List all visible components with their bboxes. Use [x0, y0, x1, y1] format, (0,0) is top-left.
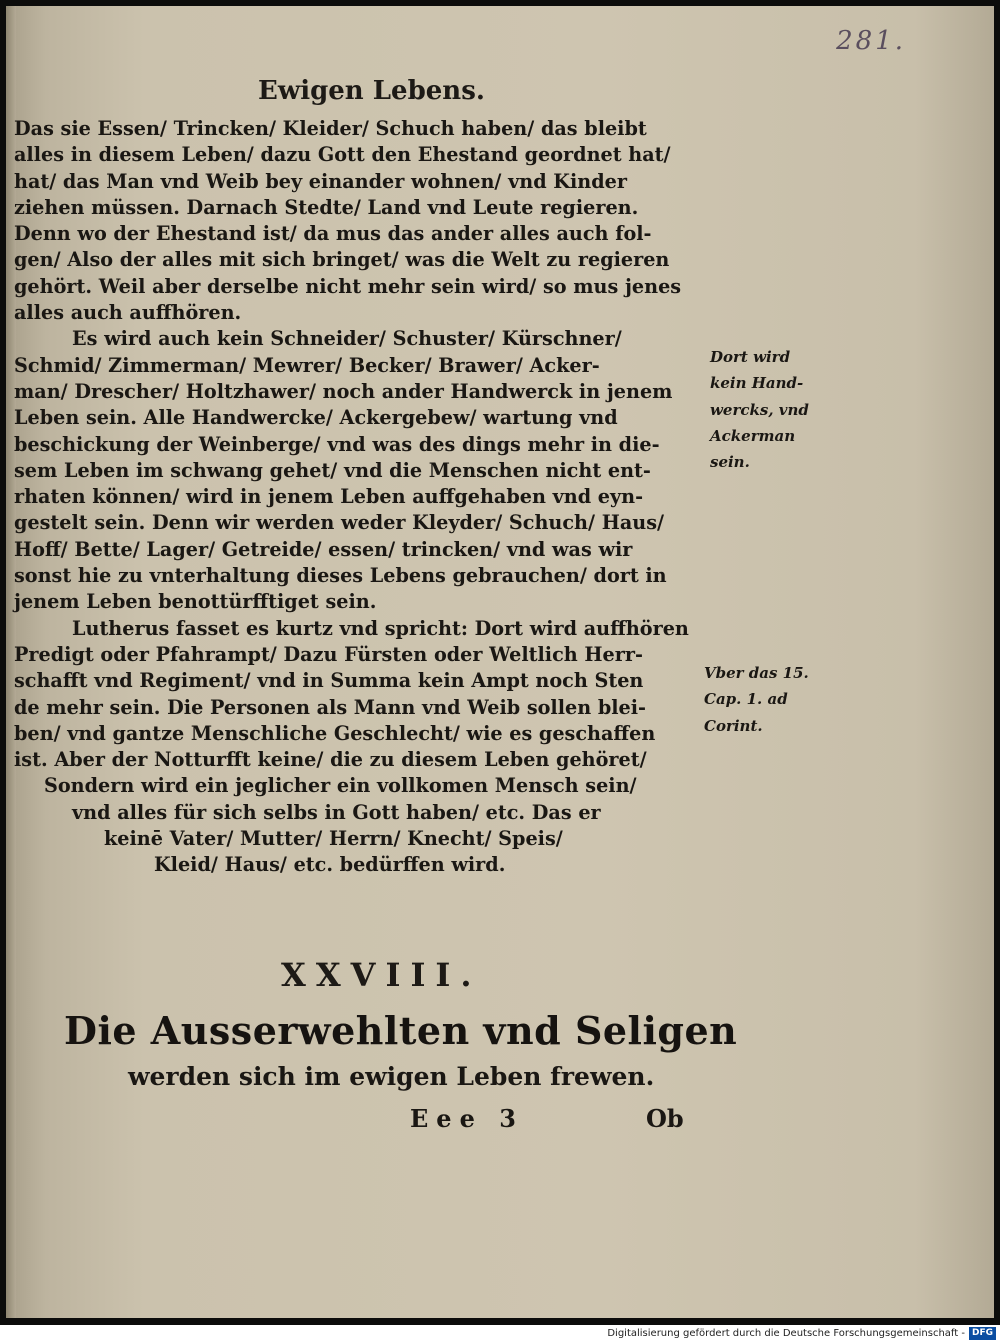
text-line: Es wird auch kein Schneider/ Schuster/ Kürschner/ — [72, 327, 622, 351]
text-line: sem Leben im schwang gehet/ vnd die Menschen nicht ent- — [14, 458, 651, 482]
text-line: Sondern wird ein jeglicher ein vollkomen Mensch sein/ — [44, 774, 637, 798]
footer-credit-text: Digitalisierung gefördert durch die Deutsche Forschungsgemeinschaft - — [607, 1327, 965, 1339]
text-line: vnd alles für sich selbs in Gott haben/ etc. Das er — [72, 800, 601, 824]
catchword: Ob — [646, 1104, 684, 1133]
text-line: schafft vnd Regiment/ vnd in Summa kein Ampt noch Sten — [14, 669, 644, 693]
text-line: gehört. Weil aber derselbe nicht mehr sein wird/ so mus jenes — [14, 274, 682, 298]
text-line: Das sie Essen/ Trincken/ Kleider/ Schuch haben/ das bleibt — [14, 117, 647, 140]
margin-note-line: kein Hand- — [710, 374, 804, 393]
digitization-footer — [607, 1325, 1000, 1341]
text-line: man/ Drescher/ Holtzhawer/ noch ander Handwerck in jenem — [14, 379, 673, 403]
margin-note-line: Ackerman — [710, 426, 796, 445]
book-page — [6, 6, 994, 1318]
text-line: beschickung der Weinberge/ vnd was des dings mehr in die- — [14, 432, 660, 456]
chapter-title: Die Ausserwehlten vnd Seligen — [64, 1008, 738, 1053]
text-line: Lutherus fasset es kurtz vnd spricht: Dort wird auffhören — [72, 616, 689, 640]
text-line: Kleid/ Haus/ etc. bedürffen wird. — [154, 853, 506, 877]
text-line: Leben sein. Alle Handwercke/ Ackergebew/ wartung vnd — [14, 406, 618, 430]
text-line: ist. Aber der Notturfft keine/ die zu diesem Leben gehöret/ — [14, 748, 647, 772]
text-line: Denn wo der Ehestand ist/ da mus das ander alles auch fol- — [14, 222, 652, 246]
running-head: Ewigen Lebens. — [258, 76, 485, 106]
text-line: ben/ vnd gantze Menschliche Geschlecht/ wie es geschaffen — [14, 721, 656, 745]
text-line: gen/ Also der alles mit sich bringet/ was die Welt zu regieren — [14, 248, 670, 272]
margin-note-line: Vber das 15. — [704, 664, 809, 682]
chapter-number: XXVIII. — [281, 956, 482, 994]
margin-note-line: sein. — [710, 453, 750, 472]
text-line: alles in diesem Leben/ dazu Gott den Ehestand geordnet hat/ — [14, 143, 671, 167]
text-line: Predigt oder Pfahrampt/ Dazu Fürsten oder Weltlich Herr- — [14, 642, 643, 666]
dfg-logo-icon: DFG — [969, 1327, 996, 1340]
signature-mark: Eee 3 — [410, 1104, 524, 1133]
text-line: jenem Leben benottürfftiget sein. — [14, 590, 377, 614]
text-line: hat/ das Man vnd Weib bey einander wohnen/ vnd Kinder — [14, 169, 627, 193]
text-line: Hoff/ Bette/ Lager/ Getreide/ essen/ trincken/ vnd was wir — [14, 537, 633, 561]
margin-note-corint — [704, 660, 809, 739]
text-line: alles auch auffhören. — [14, 301, 242, 325]
text-line: ziehen müssen. Darnach Stedte/ Land vnd Leute regieren. — [14, 195, 639, 219]
text-line: keinē Vater/ Mutter/ Herrn/ Knecht/ Speis/ — [104, 827, 563, 851]
text-line: sonst hie zu vnterhaltung dieses Lebens gebrauchen/ dort in — [14, 564, 667, 588]
margin-note-line: Dort wird — [710, 348, 791, 366]
margin-note-handwercks — [710, 344, 809, 475]
main-text-block — [14, 116, 714, 879]
margin-note-line: wercks, vnd — [710, 400, 809, 419]
text-line: Schmid/ Zimmerman/ Mewrer/ Becker/ Brawer/ Acker- — [14, 353, 600, 377]
margin-note-line: Corint. — [704, 716, 763, 735]
folio-number: 281. — [836, 26, 906, 56]
margin-note-line: Cap. 1. ad — [704, 690, 788, 709]
text-line: gestelt sein. Denn wir werden weder Kleyder/ Schuch/ Haus/ — [14, 511, 665, 535]
text-line: rhaten können/ wird in jenem Leben auffgehaben vnd eyn- — [14, 485, 644, 509]
chapter-subtitle: werden sich im ewigen Leben frewen. — [128, 1062, 655, 1091]
text-line: de mehr sein. Die Personen als Mann vnd Weib sollen blei- — [14, 695, 647, 719]
